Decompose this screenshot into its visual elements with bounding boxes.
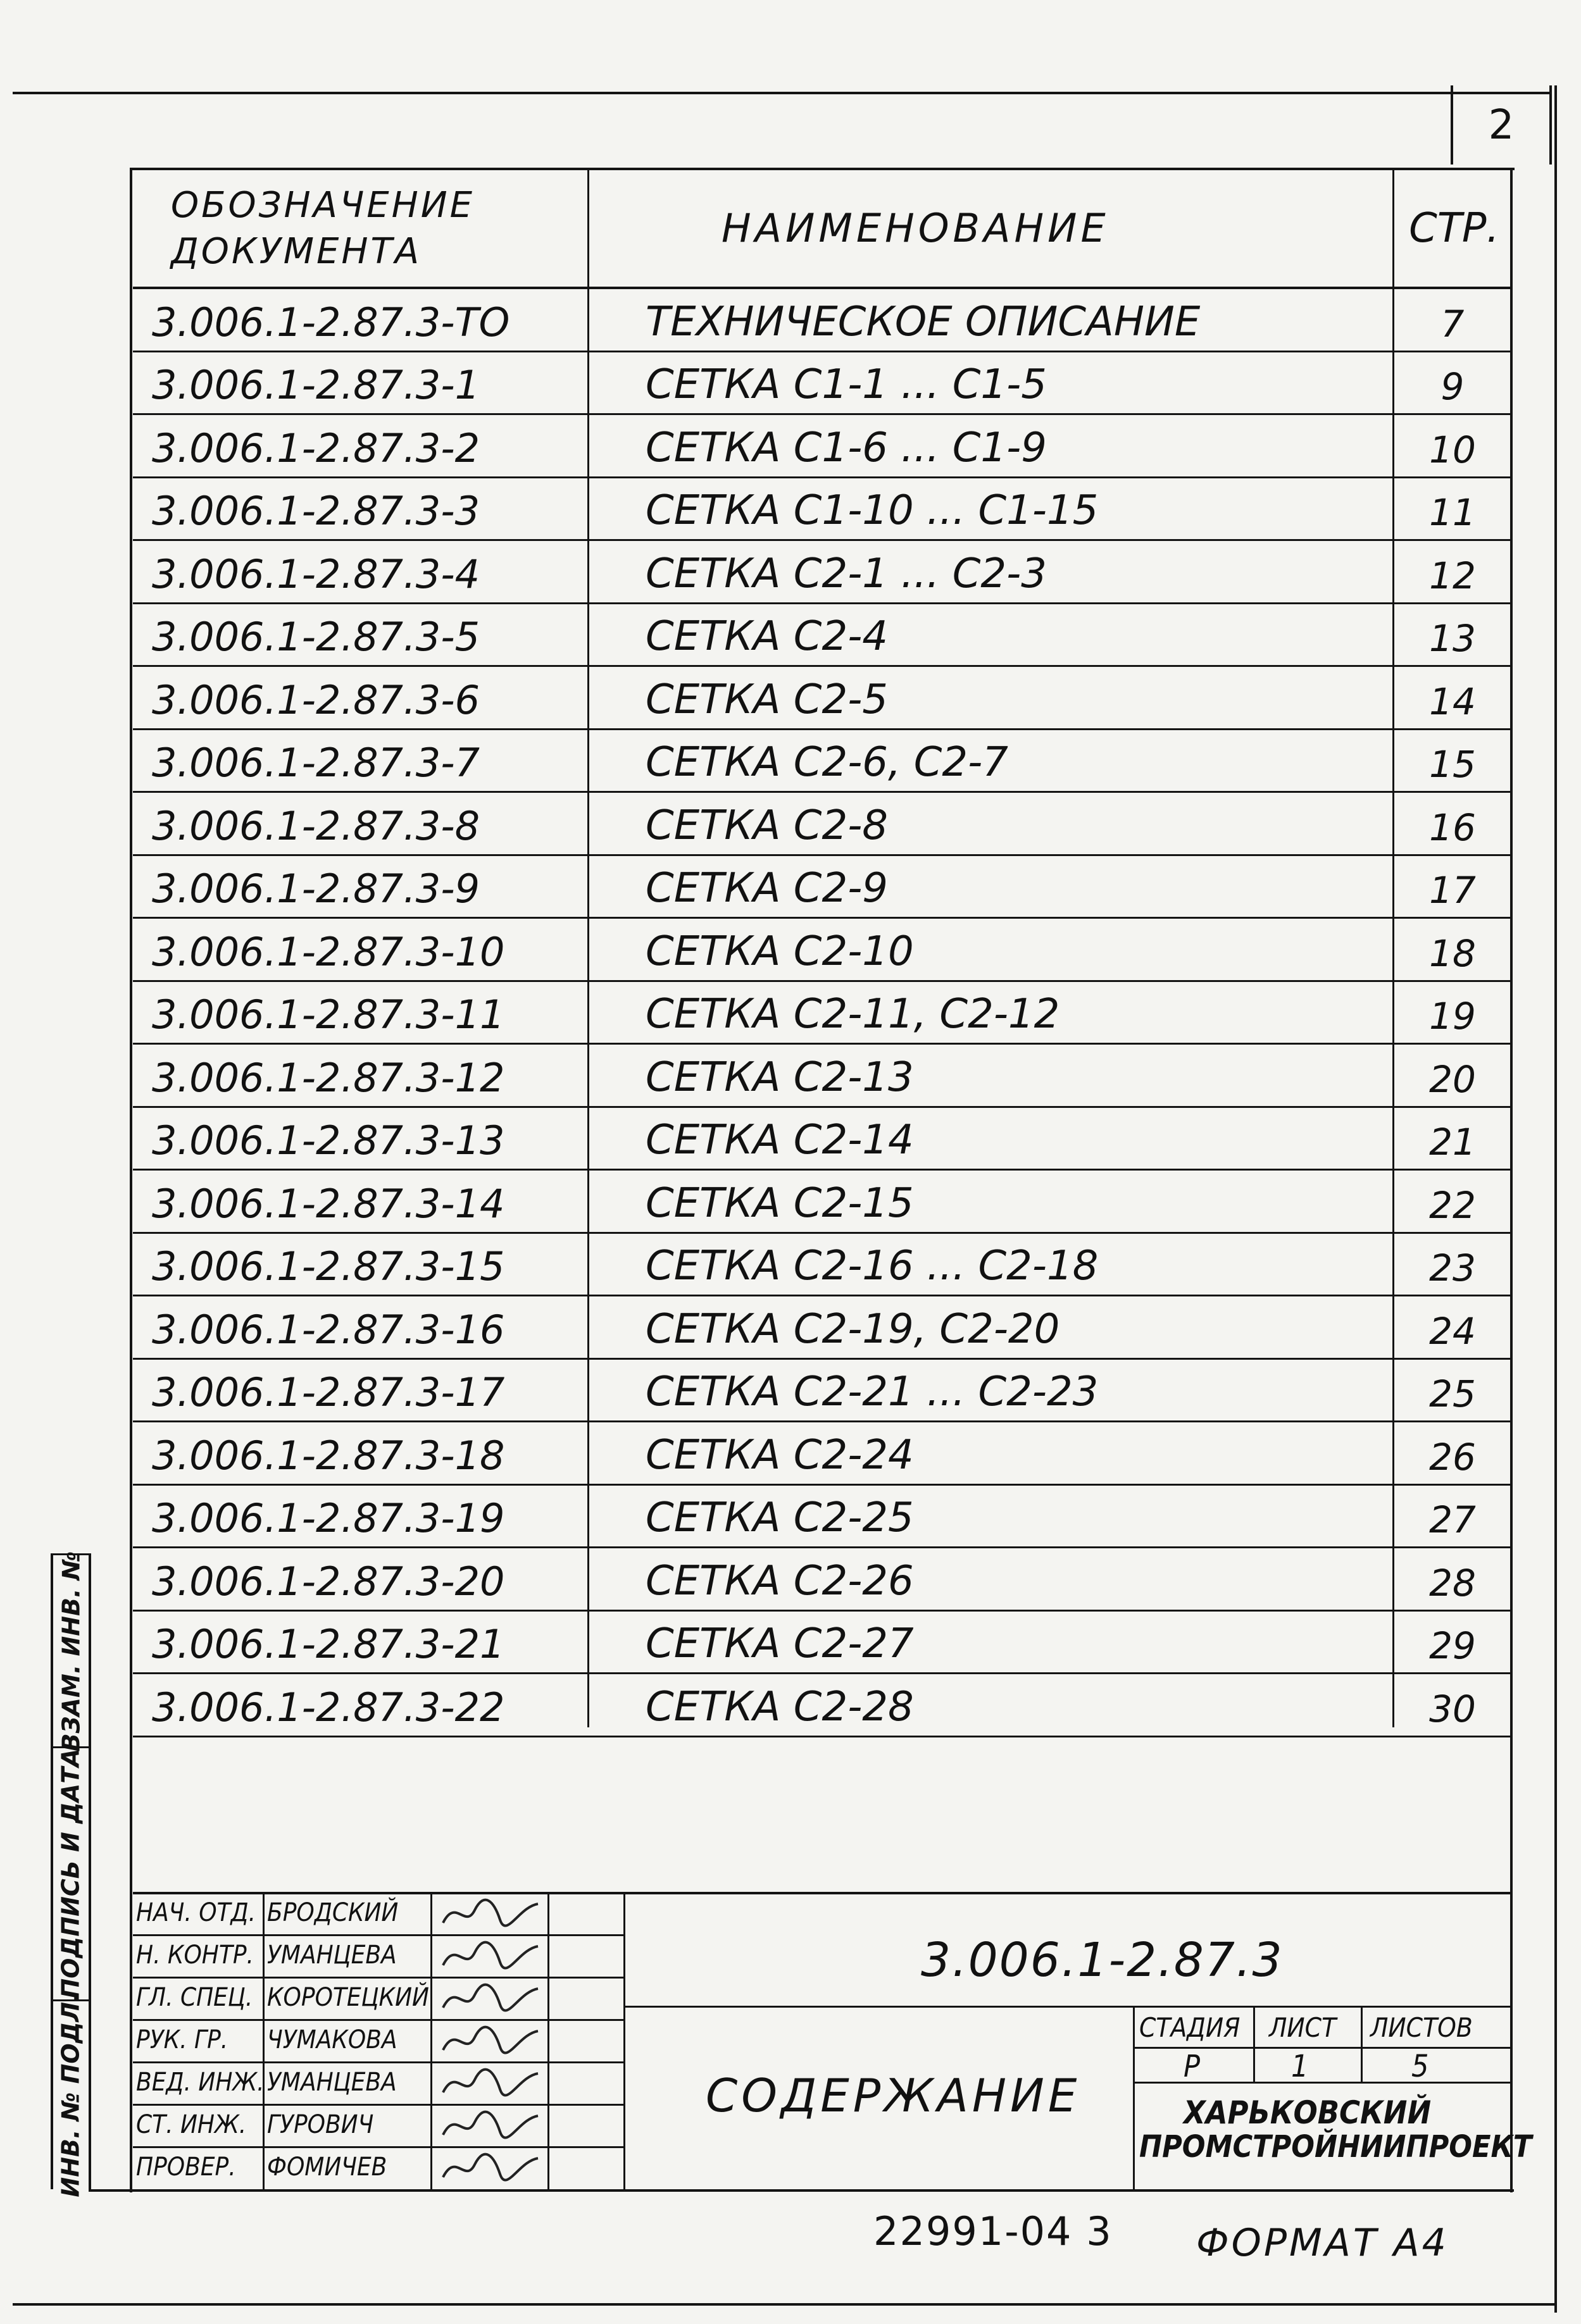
signature-row-line — [133, 2019, 623, 2021]
titleblock-top — [133, 1892, 1513, 1894]
cell-code: 3.006.1-2.87.3-21 — [152, 1621, 505, 1667]
cell-code: 3.006.1-2.87.3-7 — [152, 740, 480, 786]
cell-page: 15 — [1429, 743, 1476, 786]
cell-page: 22 — [1429, 1183, 1476, 1227]
cell-page: 7 — [1440, 302, 1465, 345]
signature-name: УМАНЦЕВА — [267, 2068, 397, 2097]
cell-name: СЕТКА С2-13 — [646, 1053, 914, 1101]
organization-line2: ПРОМСТРОЙНИИПРОЕКТ — [1139, 2129, 1532, 2165]
document-title: СОДЕРЖАНИЕ — [706, 2069, 1081, 2122]
sheet-value: 1 — [1291, 2049, 1309, 2084]
table-row — [133, 982, 1511, 1045]
table-row — [133, 1486, 1511, 1549]
tb-sep-role — [263, 1892, 265, 2189]
header-designation-line1: ОБОЗНАЧЕНИЕ — [171, 184, 475, 226]
table-row — [133, 1108, 1511, 1171]
outer-frame-right — [1554, 85, 1557, 2313]
table-row — [133, 1360, 1511, 1423]
table-row — [133, 856, 1511, 919]
cell-page: 28 — [1429, 1561, 1476, 1605]
side-stamp-replaces: ВЗАМ. ИНВ. № — [57, 1551, 85, 1752]
cell-name: ТЕХНИЧЕСКОЕ ОПИСАНИЕ — [646, 298, 1201, 345]
cell-page: 29 — [1429, 1624, 1476, 1667]
stage-value: Р — [1184, 2049, 1201, 2084]
tb-stage-col2 — [1361, 2006, 1363, 2082]
cell-page: 11 — [1429, 491, 1476, 534]
table-row — [133, 604, 1511, 668]
table-row — [133, 1674, 1511, 1737]
cell-code: 3.006.1-2.87.3-15 — [152, 1243, 505, 1289]
cell-code: 3.006.1-2.87.3-ТО — [152, 299, 510, 345]
table-row — [133, 919, 1511, 982]
tb-sep-sign — [547, 1892, 549, 2189]
cell-page: 25 — [1429, 1372, 1476, 1415]
cell-code: 3.006.1-2.87.3-6 — [152, 676, 480, 723]
signature-name: КОРОТЕЦКИЙ — [267, 1983, 429, 2012]
cell-name: СЕТКА С2-14 — [646, 1117, 914, 1164]
cell-name: СЕТКА С2-19, С2-20 — [646, 1305, 1060, 1353]
inner-frame-bottom — [89, 2189, 1514, 2192]
cell-page: 14 — [1429, 680, 1476, 723]
handwritten-signature — [437, 2022, 544, 2060]
archive-number: 22991-04 3 — [873, 2208, 1113, 2254]
cell-code: 3.006.1-2.87.3-14 — [152, 1180, 505, 1227]
table-row — [133, 289, 1511, 352]
signature-role: ГЛ. СПЕЦ. — [136, 1983, 253, 2012]
table-row — [133, 1045, 1511, 1108]
cell-name: СЕТКА С2-15 — [646, 1179, 914, 1227]
cell-page: 13 — [1429, 617, 1476, 660]
cell-page: 16 — [1429, 805, 1476, 849]
signature-name: УМАНЦЕВА — [267, 1941, 397, 1970]
cell-code: 3.006.1-2.87.3-2 — [152, 425, 480, 471]
cell-code: 3.006.1-2.87.3-1 — [152, 362, 480, 408]
cell-code: 3.006.1-2.87.3-22 — [152, 1684, 505, 1731]
cell-name: СЕТКА С2-27 — [646, 1620, 914, 1667]
table-row — [133, 1612, 1511, 1675]
cell-name: СЕТКА С2-26 — [646, 1557, 914, 1605]
table-row — [133, 730, 1511, 793]
cell-name: СЕТКА С2-10 — [646, 928, 914, 975]
header-designation — [171, 170, 582, 287]
signature-row-line — [133, 1934, 623, 1936]
cell-name: СЕТКА С1-1 ... С1-5 — [646, 361, 1047, 408]
side-stamp-signature-date: ПОДПИСЬ И ДАТА — [57, 1748, 85, 1999]
signature-row-line — [133, 2146, 623, 2148]
cell-code: 3.006.1-2.87.3-9 — [152, 866, 480, 912]
cell-page: 18 — [1429, 931, 1476, 975]
signature-name: БРОДСКИЙ — [267, 1898, 399, 1927]
cell-page: 30 — [1429, 1687, 1476, 1731]
signature-role: Н. КОНТР. — [136, 1941, 254, 1970]
table-row — [133, 1548, 1511, 1612]
cell-page: 10 — [1429, 428, 1476, 471]
cell-code: 3.006.1-2.87.3-4 — [152, 550, 480, 597]
cell-name: СЕТКА С2-16 ... С2-18 — [646, 1243, 1099, 1289]
outer-frame-top — [13, 92, 1551, 94]
cell-code: 3.006.1-2.87.3-17 — [152, 1369, 505, 1415]
sheets-label: ЛИСТОВ — [1370, 2012, 1473, 2043]
signature-role: ПРОВЕР. — [136, 2153, 236, 2182]
cell-page: 24 — [1429, 1309, 1476, 1353]
stage-label: СТАДИЯ — [1139, 2012, 1240, 2043]
cell-code: 3.006.1-2.87.3-13 — [152, 1117, 505, 1164]
sheet-label: ЛИСТ — [1269, 2012, 1337, 2043]
signature-name: ГУРОВИЧ — [267, 2110, 374, 2139]
cell-name: СЕТКА С2-24 — [646, 1431, 914, 1479]
cell-page: 19 — [1429, 995, 1476, 1038]
header-page: СТР. — [1409, 204, 1499, 252]
table-header — [133, 170, 1511, 289]
tb-sep-code — [623, 2006, 1513, 2008]
cell-name: СЕТКА С2-11, С2-12 — [646, 991, 1060, 1038]
table-row — [133, 1234, 1511, 1297]
sheet-number: 2 — [1488, 101, 1515, 149]
cell-name: СЕТКА С1-6 ... С1-9 — [646, 424, 1047, 471]
cell-page: 9 — [1440, 365, 1465, 408]
cell-page: 27 — [1429, 1498, 1476, 1541]
cell-code: 3.006.1-2.87.3-11 — [152, 991, 505, 1038]
handwritten-signature — [437, 1894, 544, 1932]
cell-name: СЕТКА С2-28 — [646, 1683, 914, 1731]
table-row — [133, 415, 1511, 478]
signature-row-line — [133, 2061, 623, 2063]
cell-name: СЕТКА С1-10 ... С1-15 — [646, 487, 1099, 534]
cell-code: 3.006.1-2.87.3-3 — [152, 488, 480, 534]
cell-name: СЕТКА С2-4 — [646, 613, 888, 660]
sheets-value: 5 — [1411, 2049, 1429, 2084]
format-label: ФОРМАТ А4 — [1196, 2221, 1449, 2265]
table-row — [133, 793, 1511, 856]
signature-role: СТ. ИНЖ. — [136, 2110, 247, 2139]
table-row — [133, 667, 1511, 730]
table-body — [133, 289, 1511, 1737]
tb-sep-date — [623, 1892, 625, 2189]
table-row — [133, 1171, 1511, 1234]
table-of-contents — [133, 170, 1511, 1737]
cell-name: СЕТКА С2-1 ... С2-3 — [646, 550, 1047, 597]
side-stamp-inv-orig: ИНВ. № ПОДЛ. — [57, 1992, 85, 2197]
cell-code: 3.006.1-2.87.3-12 — [152, 1054, 505, 1101]
signature-role: НАЧ. ОТД. — [136, 1898, 256, 1927]
tb-sep-stage — [1133, 2006, 1135, 2189]
document-code: 3.006.1-2.87.3 — [921, 1933, 1284, 1987]
cell-name: СЕТКА С2-25 — [646, 1494, 914, 1541]
cell-page: 21 — [1429, 1121, 1476, 1164]
signature-role: РУК. ГР. — [136, 2025, 228, 2054]
cell-name: СЕТКА С2-8 — [646, 802, 888, 849]
cell-page: 12 — [1429, 554, 1476, 597]
cell-code: 3.006.1-2.87.3-20 — [152, 1558, 505, 1605]
organization-line1: ХАРЬКОВСКИЙ — [1184, 2094, 1432, 2131]
cell-name: СЕТКА С2-9 — [646, 865, 888, 912]
cell-page: 26 — [1429, 1435, 1476, 1479]
handwritten-signature — [437, 1979, 544, 2017]
handwritten-signature — [437, 2106, 544, 2144]
table-row — [133, 352, 1511, 416]
signature-name: ФОМИЧЕВ — [267, 2153, 387, 2182]
tb-stage-col1 — [1253, 2006, 1255, 2082]
cell-code: 3.006.1-2.87.3-16 — [152, 1306, 505, 1353]
header-name: НАИМЕНОВАНИЕ — [722, 205, 1109, 251]
cell-code: 3.006.1-2.87.3-19 — [152, 1495, 505, 1541]
cell-code: 3.006.1-2.87.3-5 — [152, 614, 480, 660]
cell-code: 3.006.1-2.87.3-18 — [152, 1432, 505, 1479]
cell-page: 20 — [1429, 1057, 1476, 1101]
cell-code: 3.006.1-2.87.3-10 — [152, 928, 505, 975]
inner-frame-left — [130, 168, 132, 2192]
cell-name: СЕТКА С2-6, С2-7 — [646, 739, 1008, 786]
cell-page: 23 — [1429, 1246, 1476, 1289]
outer-frame-bottom — [13, 2303, 1557, 2306]
cell-code: 3.006.1-2.87.3-8 — [152, 802, 480, 849]
signature-role: ВЕД. ИНЖ. — [136, 2068, 265, 2097]
signature-row-line — [133, 1977, 623, 1979]
table-row — [133, 1296, 1511, 1360]
sheet-number-box — [1451, 85, 1552, 165]
handwritten-signature — [437, 2064, 544, 2102]
tb-sep-name — [430, 1892, 432, 2189]
signature-name: ЧУМАКОВА — [267, 2025, 397, 2054]
signature-row-line — [133, 2104, 623, 2106]
cell-name: СЕТКА С2-21 ... С2-23 — [646, 1369, 1099, 1415]
header-designation-line2: ДОКУМЕНТА — [171, 230, 422, 272]
cell-name: СЕТКА С2-5 — [646, 676, 888, 723]
table-row — [133, 1422, 1511, 1486]
table-row — [133, 478, 1511, 542]
table-row — [133, 541, 1511, 604]
handwritten-signature — [437, 2149, 544, 2187]
handwritten-signature — [437, 1937, 544, 1975]
cell-page: 17 — [1429, 869, 1476, 912]
